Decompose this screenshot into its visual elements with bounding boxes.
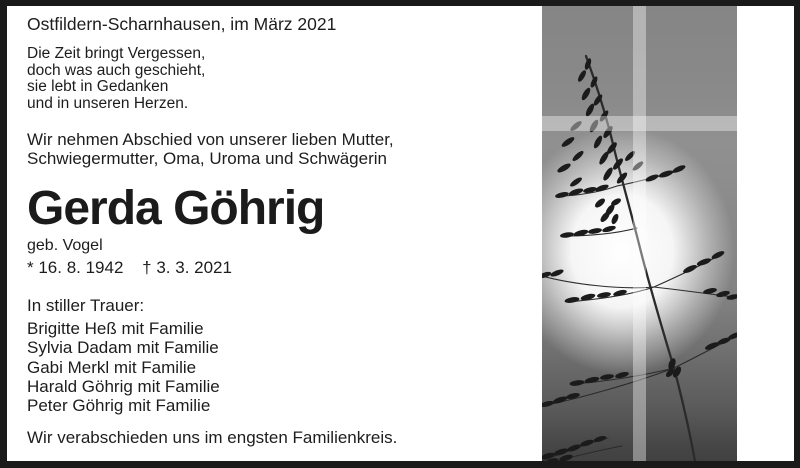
notice-inner (7, 6, 794, 461)
mourning-label: In stiller Trauer: (27, 296, 145, 315)
verse-line: sie lebt in Gedanken (27, 78, 169, 96)
intro-line: Schwiegermutter, Oma, Uroma und Schwägerin (27, 149, 387, 168)
cross-vertical-bar (633, 6, 646, 461)
farewell-intro (27, 130, 394, 168)
mourner-line: Peter Göhrig mit Familie (27, 396, 211, 416)
mourner-line: Brigitte Heß mit Familie (27, 319, 204, 338)
mourners-list (27, 319, 220, 415)
death-date: † 3. 3. 2021 (142, 258, 232, 277)
life-dates (27, 258, 232, 278)
cross-horizontal-bar (542, 116, 737, 131)
deceased-name: Gerda Göhrig (27, 182, 325, 235)
mourner-line: Sylvia Dadam mit Familie (27, 338, 219, 358)
memorial-photo (542, 6, 737, 461)
mourner-line: Gabi Merkl mit Familie (27, 357, 197, 377)
mourner-line: Harald Göhrig mit Familie (27, 376, 220, 396)
closing-line: Wir verabschieden uns im engsten Familienkreis. (27, 428, 398, 447)
maiden-name: geb. Vogel (27, 237, 103, 254)
memorial-verse (27, 46, 205, 113)
dateline: Ostfildern-Scharnhausen, im März 2021 (27, 14, 337, 34)
birth-date: * 16. 8. 1942 (27, 258, 124, 277)
verse-line: doch was auch geschieht, (27, 61, 206, 79)
verse-line: Die Zeit bringt Vergessen, (27, 45, 206, 62)
intro-line: Wir nehmen Abschied von unserer lieben Mutter, (27, 130, 394, 149)
verse-line: und in unseren Herzen. (27, 95, 189, 113)
